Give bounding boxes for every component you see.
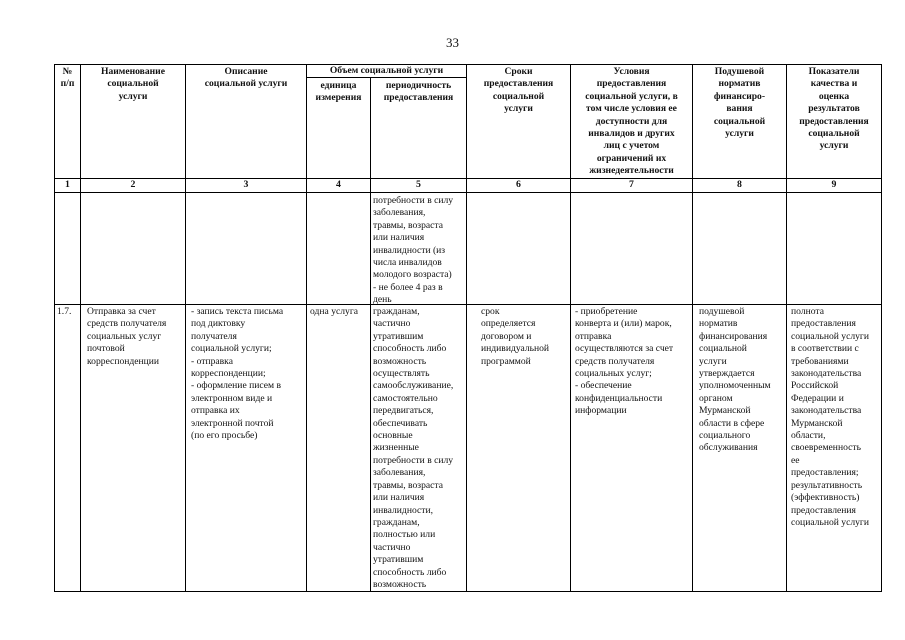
continuation-periodicity-cell: потребности в силу заболевания, травмы, возраста или наличия инвалидности (из числа инвалидов молодого возраста) - не более 4 раз в день xyxy=(373,195,454,306)
header-service-description: Описание социальной услуги xyxy=(204,66,288,90)
table-top-border xyxy=(54,64,882,65)
column-number-6: 6 xyxy=(516,179,521,190)
col-border-3 xyxy=(306,64,307,592)
row-1-7-periodicity: гражданам, частично утратившим способность либо возможность осуществлять самообслуживание, самостоятельно передвигаться, обеспечивать основные жизненные потребности в силу заболевания, травмы, возраста или наличия инвалидности, гражданам, полностью или частично утратившим способность либо возможность xyxy=(373,306,454,590)
row-1-7-quality: полнота предоставления социальной услуги в соответствии с требованиями законодательства Российской Федерации и законодательства Мурманской области, своевременность ее предоставления; результативность (эффективность) предоставления социальной услуги xyxy=(791,306,870,528)
header-unit: единица измерения xyxy=(315,80,362,104)
column-number-3: 3 xyxy=(243,179,249,190)
col-border-1 xyxy=(80,64,81,592)
column-number-4: 4 xyxy=(336,179,341,190)
page-number: 33 xyxy=(446,35,459,50)
header-conditions: Условия предоставления социальной услуги, в том числе условия ее доступности для инвалидов и других лиц с учетом ограничений их жизнедеятельности xyxy=(585,66,678,177)
header-quality-indicators: Показатели качества и оценка результатов предоставления социальной услуги xyxy=(799,66,869,152)
col-border-right xyxy=(881,64,882,592)
row-1-7-number: 1.7. xyxy=(57,306,72,317)
row-1-7-service-name: Отправка за счет средств получателя социальных услуг почтовой корреспонденции xyxy=(87,306,167,367)
row-1-7-financing: подушевой норматив финансирования социальной услуги утверждается уполномоченным органом Мурманской области в сфере социального обслуживания xyxy=(699,306,771,454)
column-number-7: 7 xyxy=(629,179,634,190)
row-1-7-terms: срок определяется договором и индивидуальной программой xyxy=(481,306,550,367)
col-border-left xyxy=(54,64,55,592)
column-number-5: 5 xyxy=(416,179,421,190)
column-number-8: 8 xyxy=(737,179,742,190)
column-number-9: 9 xyxy=(831,179,837,190)
header-periodicity: периодичность предоставления xyxy=(383,80,454,104)
row-1-7-conditions: - приобретение конверта и (или) марок, отправка осуществляются за счет средств получателя социальных услуг; - обеспечение конфиденциальности информации xyxy=(575,306,674,417)
row-1-7-description: - запись текста письма под диктовку получателя социальной услуги; - отправка корреспонденции; - оформление писем в электронном виде и отправка их электронной почтой (по его просьбе) xyxy=(191,306,284,442)
header-terms: Сроки предоставления социальной услуги xyxy=(483,66,554,115)
row-separator xyxy=(54,304,882,305)
row-1-7-unit: одна услуга xyxy=(310,306,359,317)
column-number-2: 2 xyxy=(130,179,136,190)
header-service-name: Наименование социальной услуги xyxy=(101,66,165,102)
column-number-1: 1 xyxy=(65,179,70,190)
table-bottom-border xyxy=(54,591,882,592)
header-row-number: № п/п xyxy=(60,66,75,90)
column-numbers-bottom-border xyxy=(54,192,882,193)
col-border-2 xyxy=(185,64,186,592)
header-financing: Подушевой норматив финансиро- вания социальной услуги xyxy=(713,66,766,140)
col-border-5 xyxy=(466,64,467,592)
services-table xyxy=(54,64,882,592)
col-border-7 xyxy=(692,64,693,592)
header-service-volume: Объем социальной услуги xyxy=(329,65,444,76)
col-border-4 xyxy=(370,77,371,592)
